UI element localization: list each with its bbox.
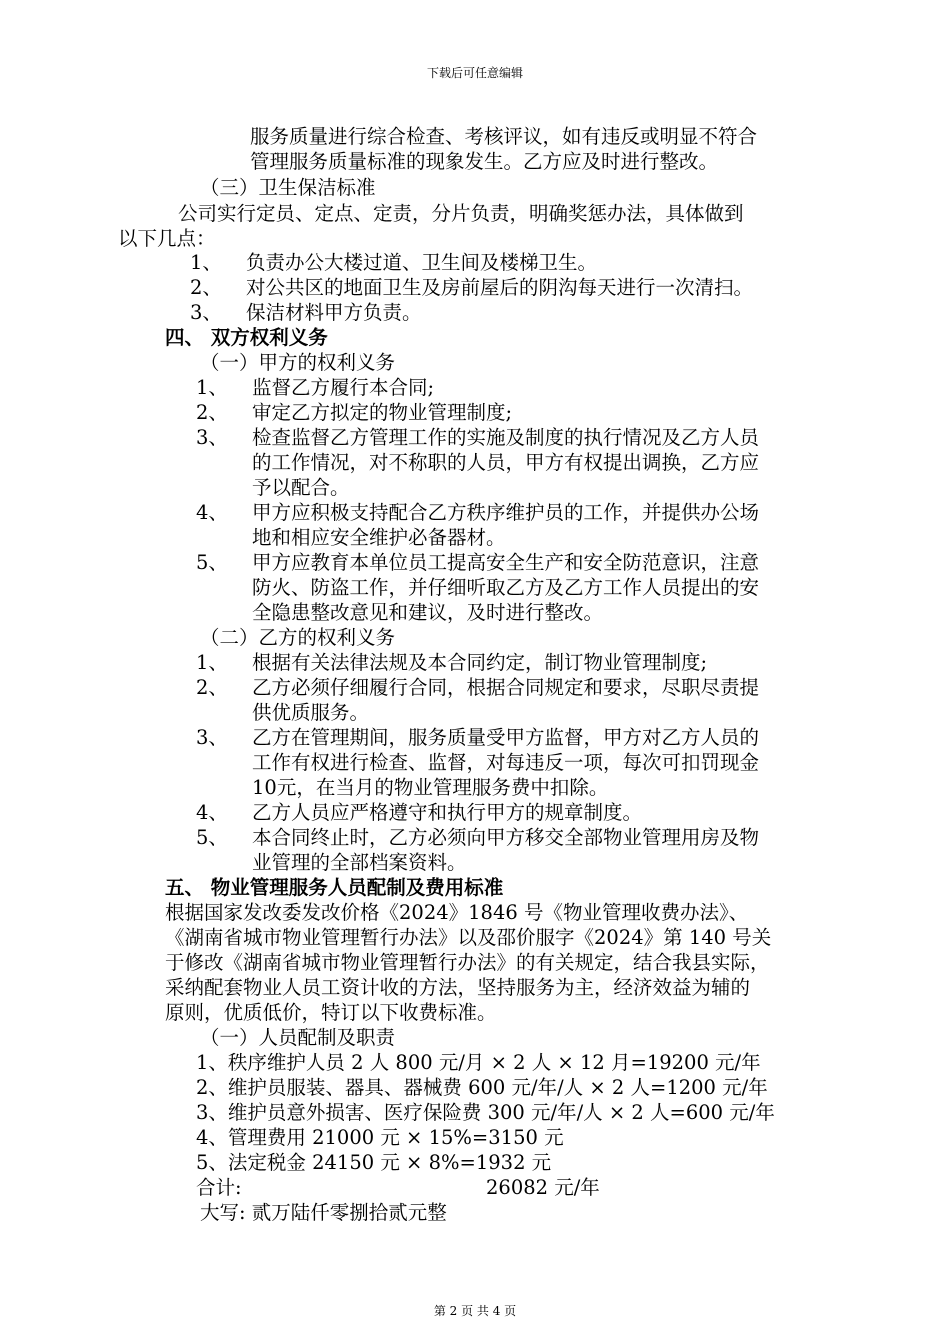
list-item: 甲方应积极支持配合乙方秩序维护员的工作，并提供办公场 [252, 501, 760, 524]
list-number: 5、 [196, 826, 228, 849]
list-number: 3、 [196, 726, 228, 749]
page-header: 下载后可任意编辑 [426, 66, 523, 80]
section-5-heading: 五、 物业管理服务人员配制及费用标准 [165, 876, 504, 899]
list-item: 负责办公大楼过道、卫生间及楼梯卫生。 [246, 251, 598, 274]
total-label: 合计: [196, 1176, 242, 1199]
list-item-cont: 10元，在当月的物业管理服务费中扣除。 [252, 776, 609, 799]
list-number: 3、 [190, 301, 222, 324]
list-item-cont: 的工作情况，对不称职的人员，甲方有权提出调换，乙方应 [252, 451, 760, 474]
paragraph-line: 采纳配套物业人员工资计收的方法，坚持服务为主，经济效益为辅的 [165, 976, 751, 999]
list-item: 乙方必须仔细履行合同，根据合同规定和要求，尽职尽责提 [252, 676, 760, 699]
list-number: 1、 [196, 651, 228, 674]
paragraph-line: 原则，优质低价，特订以下收费标准。 [165, 1001, 497, 1024]
list-item: 检查监督乙方管理工作的实施及制度的执行情况及乙方人员 [252, 426, 760, 449]
list-item: 本合同终止时，乙方必须向甲方移交全部物业管理用房及物 [252, 826, 760, 849]
fee-line: 3、维护员意外损害、医疗保险费 300 元/年/人 × 2 人=600 元/年 [196, 1101, 775, 1124]
subsection-title: （一）人员配制及职责 [200, 1026, 396, 1049]
fee-line: 4、管理费用 21000 元 × 15%=3150 元 [196, 1126, 564, 1149]
list-item-cont: 供优质服务。 [252, 701, 370, 724]
list-number: 1、 [196, 376, 228, 399]
section-3-title: （三）卫生保洁标准 [200, 176, 376, 199]
paragraph-line: 以下几点： [118, 227, 216, 250]
list-item: 乙方人员应严格遵守和执行甲方的规章制度。 [252, 801, 643, 824]
list-number: 2、 [196, 676, 228, 699]
list-number: 1、 [190, 251, 222, 274]
list-item: 乙方在管理期间，服务质量受甲方监督，甲方对乙方人员的 [252, 726, 760, 749]
list-number: 2、 [190, 276, 222, 299]
list-item: 甲方应教育本单位员工提高安全生产和安全防范意识，注意 [252, 551, 760, 574]
list-item: 保洁材料甲方负责。 [246, 301, 422, 324]
list-item-cont: 全隐患整改意见和建议，及时进行整改。 [252, 601, 604, 624]
paragraph-line: 《湖南省城市物业管理暂行办法》以及邵价服字《2024》第 140 号关 [165, 926, 772, 949]
intro-line: 管理服务质量标准的现象发生。乙方应及时进行整改。 [250, 150, 719, 173]
list-number: 3、 [196, 426, 228, 449]
list-item-cont: 工作有权进行检查、监督，对每违反一项，每次可扣罚现金 [252, 751, 760, 774]
fee-line: 2、维护员服装、器具、器械费 600 元/年/人 × 2 人=1200 元/年 [196, 1076, 768, 1099]
list-item: 根据有关法律法规及本合同约定，制订物业管理制度; [252, 651, 708, 674]
list-number: 4、 [196, 501, 228, 524]
paragraph-line: 于修改《湖南省城市物业管理暂行办法》的有关规定，结合我县实际， [165, 951, 770, 974]
list-item: 监督乙方履行本合同; [252, 376, 435, 399]
list-item-cont: 予以配合。 [252, 476, 350, 499]
total-value: 26082 元/年 [486, 1176, 600, 1199]
page-footer: 第 2 页 共 4 页 [433, 1304, 517, 1318]
subsection-title: （一）甲方的权利义务 [200, 351, 396, 374]
paragraph-line: 公司实行定员、定点、定责，分片负责，明确奖惩办法，具体做到 [178, 202, 744, 225]
list-number: 4、 [196, 801, 228, 824]
list-item-cont: 地和相应安全维护必备器材。 [252, 526, 506, 549]
capital-amount: 大写: 贰万陆仟零捌拾贰元整 [200, 1201, 447, 1224]
fee-line: 5、法定税金 24150 元 × 8%=1932 元 [196, 1151, 552, 1174]
fee-line: 1、秩序维护人员 2 人 800 元/月 × 2 人 × 12 月=19200 元/年 [196, 1051, 761, 1074]
list-number: 2、 [196, 401, 228, 424]
list-item-cont: 防火、防盗工作，并仔细听取乙方及乙方工作人员提出的安 [252, 576, 760, 599]
list-item: 审定乙方拟定的物业管理制度; [252, 401, 513, 424]
list-item: 对公共区的地面卫生及房前屋后的阴沟每天进行一次清扫。 [246, 276, 754, 299]
intro-line: 服务质量进行综合检查、考核评议，如有违反或明显不符合 [250, 125, 758, 148]
list-number: 5、 [196, 551, 228, 574]
list-item-cont: 业管理的全部档案资料。 [252, 851, 467, 874]
subsection-title: （二）乙方的权利义务 [200, 626, 396, 649]
paragraph-line: 根据国家发改委发改价格《2024》1846 号《物业管理收费办法》、 [165, 901, 749, 924]
section-4-heading: 四、 双方权利义务 [165, 326, 328, 349]
